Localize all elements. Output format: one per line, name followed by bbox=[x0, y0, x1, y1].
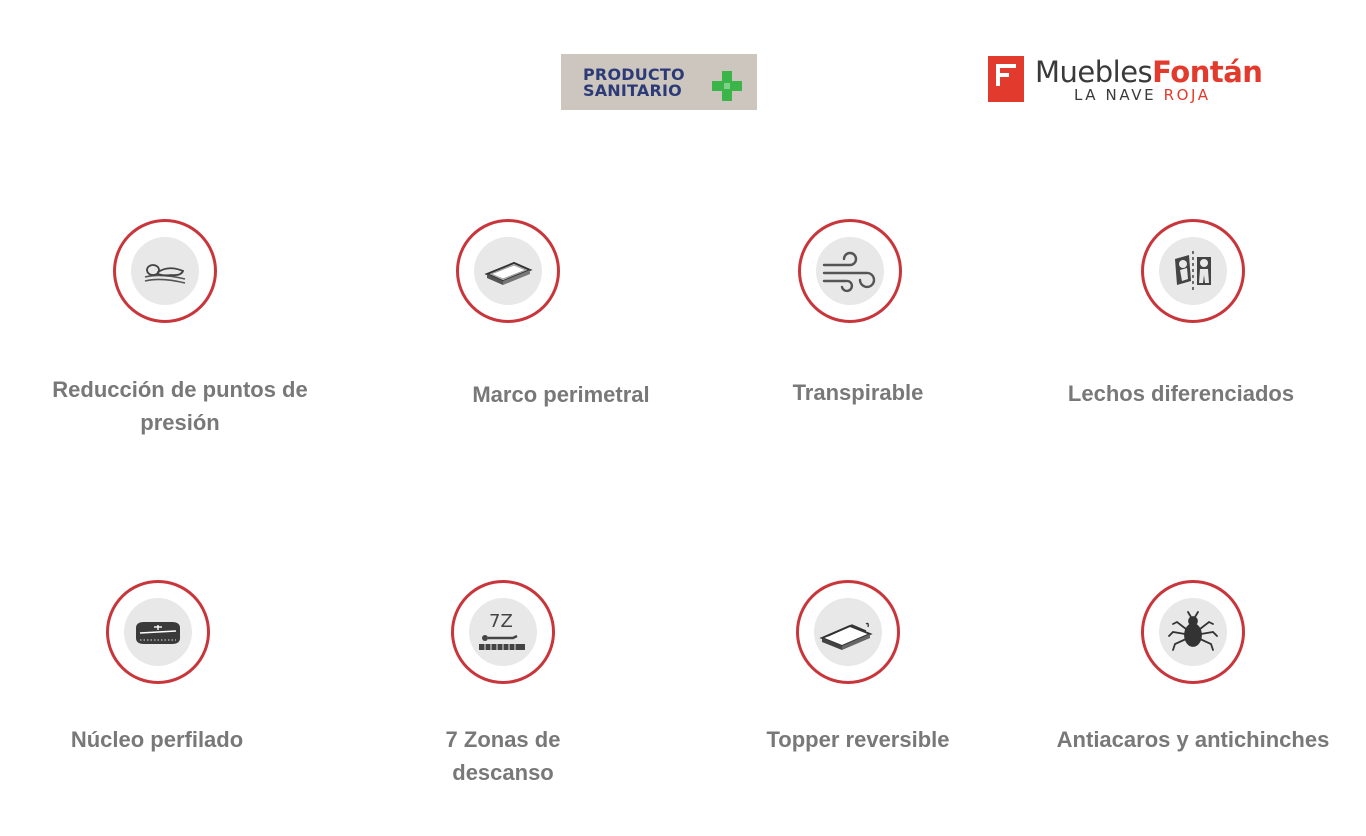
brand-muebles: Muebles bbox=[1035, 55, 1153, 89]
feature-label-zonas: 7 Zonas de descanso bbox=[445, 727, 561, 785]
sleeping-person-icon bbox=[113, 219, 217, 323]
logo-line-2: SANITARIO bbox=[583, 81, 682, 100]
logo-line-1: PRODUCTO bbox=[583, 65, 685, 84]
seven-zones-icon bbox=[451, 580, 555, 684]
feature-label-presion: Reducción de puntos de presión bbox=[52, 377, 308, 435]
mattress-frame-icon bbox=[456, 219, 560, 323]
feature-label-marco: Marco perimetral bbox=[472, 382, 650, 407]
tag-la-nave: LA NAVE bbox=[1074, 86, 1157, 104]
feature-label-transpirable: Transpirable bbox=[792, 380, 924, 405]
producto-sanitario-logo bbox=[561, 54, 757, 110]
tag-roja: ROJA bbox=[1163, 86, 1211, 104]
producto-sanitario-text bbox=[583, 67, 685, 99]
fontan-mark-icon bbox=[988, 56, 1024, 102]
two-sleepers-icon bbox=[1141, 219, 1245, 323]
mite-icon bbox=[1141, 580, 1245, 684]
feature-label-lechos: Lechos diferenciados bbox=[1067, 381, 1295, 406]
wind-icon bbox=[798, 219, 902, 323]
fontan-tagline bbox=[1074, 86, 1211, 104]
muebles-fontan-logo[interactable] bbox=[988, 55, 1263, 104]
fontan-brand-name bbox=[1035, 56, 1262, 88]
green-cross-icon bbox=[712, 71, 742, 101]
feature-label-topper: Topper reversible bbox=[766, 727, 950, 752]
profiled-core-icon bbox=[106, 580, 210, 684]
svg-text:7Z: 7Z bbox=[489, 611, 513, 632]
brand-fontan: Fontán bbox=[1152, 55, 1263, 89]
feature-label-antiacaros: Antiacaros y antichinches bbox=[1056, 727, 1330, 752]
topper-icon bbox=[796, 580, 900, 684]
feature-label-nucleo: Núcleo perfilado bbox=[70, 727, 244, 752]
